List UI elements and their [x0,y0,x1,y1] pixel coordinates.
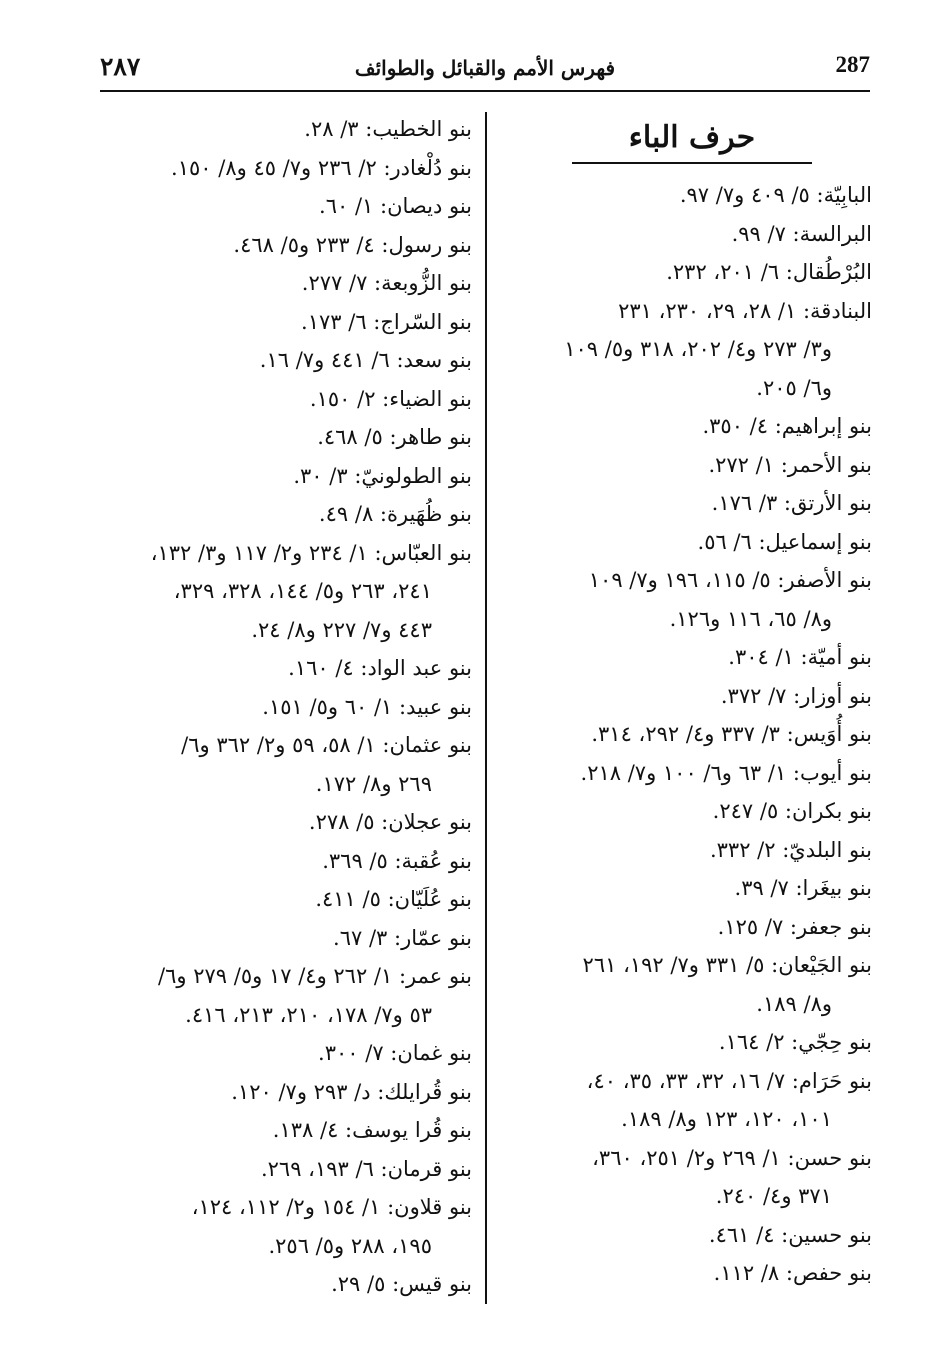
index-entry-line: بنو قُرايلك: د/ ٢٩٣ و٧/ ١٢٠. [231,1079,472,1104]
index-entry-line: بنو حسين: ٤/ ٤٦١. [708,1222,872,1247]
index-entry-line: بنو عُلَيّان: ٥/ ٤١١. [315,887,472,911]
index-entry-line: بنو عمّار: ٣/ ٦٧. [333,925,472,950]
running-title: فهرس الأمم والقبائل والطوائف [354,56,616,80]
index-entry [104,649,472,688]
index-entry [104,842,472,881]
index-entry [104,1150,472,1189]
index-entry [512,754,872,793]
index-entry-line: بنو الضياء: ٢/ ١٥٠. [309,386,472,411]
index-entry [104,919,472,958]
index-entry-line: بنو قلاون: ١/ ١٥٤ و٢/ ١١٢، ١٢٤، [191,1195,472,1219]
index-entry [104,187,472,226]
index-entry-line: بنو العبّاس: ١/ ٢٣٤ و٢/ ١١٧ و٣/ ١٣٢، [150,540,472,565]
index-entry [104,1188,472,1265]
index-entry [104,688,472,727]
index-entry [512,523,872,562]
index-entry-line: بنو ظُهَيرة: ٨/ ٤٩. [318,502,472,526]
index-entry [512,1062,872,1139]
index-entry [104,110,472,149]
index-entry [104,495,472,534]
section-heading [562,118,822,164]
section-title: حرف الباء [628,120,756,155]
index-entry [512,1254,872,1293]
index-entry [104,1265,472,1304]
index-entry [104,149,472,188]
index-entry-line: بنو إسماعيل: ٦/ ٥٦. [697,529,872,554]
index-entry-line: بنو أميّة: ١/ ٣٠٤. [728,645,872,669]
index-entry [512,908,872,947]
index-entry-line: بنو دُلْغادر: ٢/ ٢٣٦ و٧/ ٤٥ و٨/ ١٥٠. [171,155,472,180]
index-entry [104,880,472,919]
index-entry-line: بنو عجلان: ٥/ ٢٧٨. [308,810,472,834]
index-entry-line: بنو الطولونيّ: ٣/ ٣٠. [293,463,472,488]
index-entry-line: بنو طاهر: ٥/ ٤٦٨. [317,425,472,449]
page-header [100,52,870,88]
index-column-right [512,118,872,1293]
index-entry [512,561,872,638]
index-entry-continuation: و٨/ ١٨٩. [756,991,832,1016]
page-number-latin: 287 [835,52,870,77]
index-entry-line: بنو السّراج: ٦/ ١٧٣. [301,309,472,334]
index-entry-line: بنو قرمان: ٦/ ١٩٣، ٢٦٩. [260,1156,472,1181]
index-entry [512,946,872,1023]
index-entry [104,1073,472,1112]
index-entry-continuation: و٨/ ٦٥، ١١٦ و١٢٦. [669,606,832,631]
index-entry-line: بنو أُوَيس: ٣/ ٣٣٧ و٤/ ٢٩٢، ٣١٤. [591,722,872,746]
index-entry-line: البُرْطُقال: ٦/ ٢٠١، ٢٣٢. [666,260,872,284]
index-entry-line: بنو الأصفر: ٥/ ١١٥، ١٩٦ و٧/ ١٠٩ [588,568,872,592]
index-entry-line: بنو سعد: ٦/ ٤٤١ و٧/ ١٦. [259,348,472,372]
index-entry [512,1216,872,1255]
index-entry [512,1139,872,1216]
index-entry-continuation: و٦/ ٢٠٥. [756,375,832,400]
index-entry [104,1111,472,1150]
index-entry-line: بنو الأرتق: ٣/ ١٧٦. [711,491,872,515]
index-entry [512,215,872,254]
index-entry [104,264,472,303]
index-entry [512,869,872,908]
header-rule [100,90,870,92]
index-entry-line: بنو بكران: ٥/ ٢٤٧. [712,799,872,823]
index-entry-line: بنو عُقبة: ٥/ ٣٦٩. [322,848,472,873]
index-entry-line: بنو البلديّ: ٢/ ٣٣٢. [709,837,872,862]
section-rule [572,162,812,164]
index-entry [512,792,872,831]
index-entry [104,726,472,803]
index-entry-line: البابِيّة: ٥/ ٤٠٩ و٧/ ٩٧. [679,183,872,207]
index-entry-line: بنو ديصان: ١/ ٦٠. [319,194,472,218]
index-entry [104,380,472,419]
index-entry-line: بنو عثمان: ١/ ٥٨، ٥٩ و٢/ ٣٦٢ و٦/ [181,733,472,757]
index-entry [104,1034,472,1073]
index-entry [512,1023,872,1062]
index-entry-line: بنو الخطيب: ٣/ ٢٨. [304,117,472,141]
index-entry-line: البنادقة: ١/ ٢٨، ٢٩، ٢٣٠، ٢٣١ [618,298,872,323]
index-entry-line: بنو عبد الواد: ٤/ ١٦٠. [288,656,472,680]
index-entry-continuation: ٤٤٣ و٧/ ٢٢٧ و٨/ ٢٤. [251,617,432,642]
index-entry-line: بنو أوزار: ٧/ ٣٧٢. [720,683,872,708]
index-entry [512,407,872,446]
index-entry-line: بنو رسول: ٤/ ٢٣٣ و٥/ ٤٦٨. [233,232,472,257]
index-entry-line: بنو الزُّوبعة: ٧/ ٢٧٧. [301,271,472,295]
index-entry-line: بنو الجَيْعان: ٥/ ٣٣١ و٧/ ١٩٢، ٢٦١ [582,953,872,977]
index-entry [104,957,472,1034]
index-entry [104,341,472,380]
index-entry-line: بنو قيس: ٥/ ٢٩. [331,1272,472,1296]
index-entry [512,253,872,292]
index-entry [104,803,472,842]
index-entry-continuation: و٣/ ٢٧٣ و٤/ ٢٠٢، ٣١٨ و٥/ ١٠٩ [564,337,832,361]
index-entry-line: بنو حِجّي: ٢/ ١٦٤. [718,1030,872,1054]
index-entry [512,446,872,485]
index-entry-continuation: ١٠١، ١٢٠، ١٢٣ و٨/ ١٨٩. [621,1107,832,1131]
index-entry [512,484,872,523]
index-entry [512,292,872,408]
index-entry [512,176,872,215]
index-entries-left [104,110,472,1304]
index-entry-line: بنو الأحمر: ١/ ٢٧٢. [708,452,872,477]
index-entry [104,418,472,457]
page-number-arabic: ٢٨٧ [100,52,141,81]
index-entry-continuation: ١٩٥، ٢٨٨ و٥/ ٢٥٦. [268,1233,432,1258]
index-entry-continuation: ٢٤١، ٢٦٣ و٥/ ١٤٤، ٣٢٨، ٣٢٩، [173,579,432,603]
index-entry-line: بنو غمان: ٧/ ٣٠٠. [318,1041,472,1065]
index-entries-right [512,176,872,1293]
index-entry-line: البرالسة: ٧/ ٩٩. [731,221,872,246]
index-entry-line: بنو بيغَرا: ٧/ ٣٩. [734,876,872,900]
index-entry-line: بنو عبيد: ١/ ٦٠ و٥/ ١٥١. [262,694,472,719]
index-entry-line: بنو حَرَام: ٧/ ١٦، ٣٢، ٣٣، ٣٥، ٤٠، [586,1068,872,1093]
index-entry-line: بنو قُرا يوسف: ٤/ ١٣٨. [272,1118,472,1142]
index-entry-line: بنو جعفر: ٧/ ١٢٥. [717,914,872,939]
index-entry-line: بنو حسن: ١/ ٢٦٩ و٢/ ٢٥١، ٣٦٠، [592,1145,872,1170]
index-entry-line: بنو أيوب: ١/ ٦٣ و٦/ ١٠٠ و٧/ ٢١٨. [580,760,872,785]
index-entry-line: بنو عمر: ١/ ٢٦٢ و٤/ ١٧ و٥/ ٢٧٩ و٦/ [158,964,472,988]
index-entry [104,303,472,342]
index-entry [512,677,872,716]
column-divider [485,112,487,1304]
index-entry [104,534,472,650]
index-entry-continuation: ٥٣ و٧/ ١٧٨، ٢١٠، ٢١٣، ٤١٦. [185,1002,432,1027]
index-entry-line: بنو حفص: ٨/ ١١٢. [713,1261,872,1285]
index-entry-continuation: ٣٧١ و٤/ ٢٤٠. [715,1184,832,1208]
index-entry-continuation: ٢٦٩ و٨/ ١٧٢. [315,771,432,796]
index-column-left [104,110,472,1304]
index-entry [104,457,472,496]
index-entry [512,715,872,754]
index-entry [512,638,872,677]
index-entry [104,226,472,265]
index-entry [512,831,872,870]
index-entry-line: بنو إبراهيم: ٤/ ٣٥٠. [702,414,872,438]
